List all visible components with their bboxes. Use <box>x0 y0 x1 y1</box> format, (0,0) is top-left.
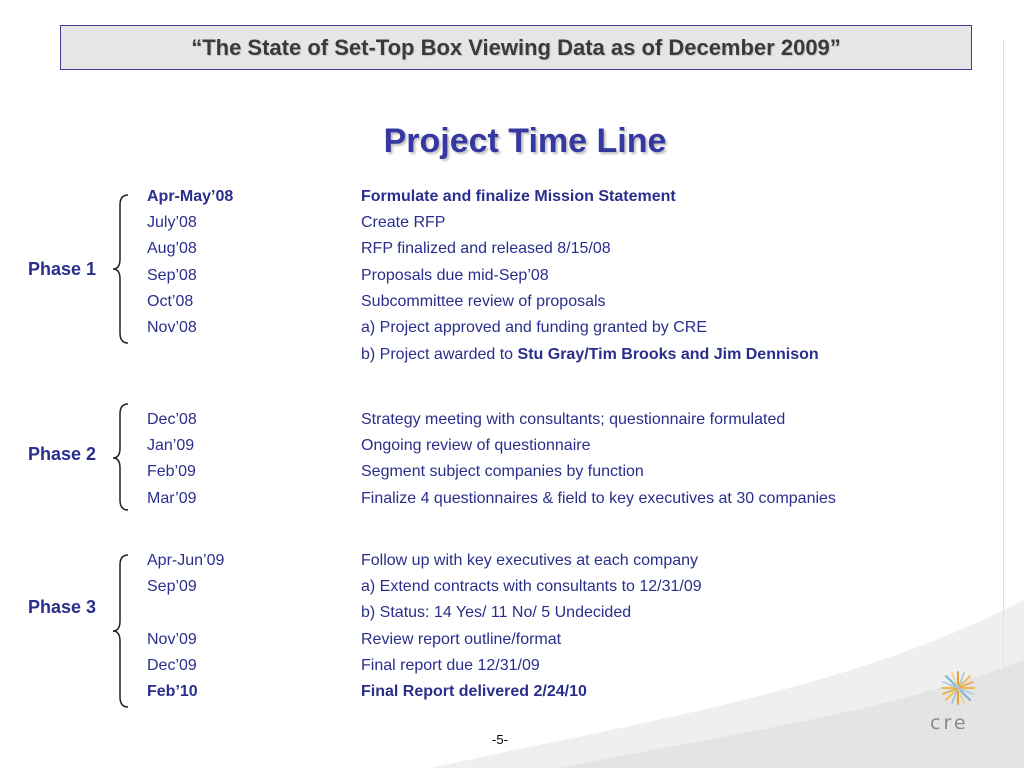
row-date: Aug’08 <box>147 240 197 257</box>
row-description: Create RFP <box>361 214 446 231</box>
timeline-row <box>147 184 967 210</box>
row-date: Dec’09 <box>147 657 197 674</box>
timeline-row <box>147 459 967 485</box>
phase-3-brace <box>110 553 134 709</box>
row-description: Final report due 12/31/09 <box>361 657 540 674</box>
timeline-row <box>147 679 967 705</box>
page-number: -5- <box>492 732 508 747</box>
row-description: Finalize 4 questionnaires & field to key executives at 30 companies <box>361 490 836 507</box>
header-title: “The State of Set-Top Box Viewing Data as of December 2009” <box>191 34 841 60</box>
timeline-row <box>147 548 967 574</box>
timeline-row <box>147 289 967 315</box>
timeline-row <box>147 315 967 341</box>
timeline-row <box>147 486 967 512</box>
row-description: Follow up with key executives at each company <box>361 552 699 569</box>
timeline-row <box>147 263 967 289</box>
phase-3-label: Phase 3 <box>28 597 97 617</box>
row-date: Dec’08 <box>147 411 197 428</box>
phase-2-brace <box>110 402 134 512</box>
row-description: Final Report delivered 2/24/10 <box>361 683 587 700</box>
row-description: Review report outline/format <box>361 631 562 648</box>
row-description: Segment subject companies by function <box>361 463 644 480</box>
row-description: Subcommittee review of proposals <box>361 293 606 310</box>
row-date: Sep’09 <box>147 578 197 595</box>
row-description: b) Status: 14 Yes/ 11 No/ 5 Undecided <box>361 604 632 621</box>
row-description: a) Project approved and funding granted by CRE <box>361 319 707 336</box>
row-description <box>361 342 819 368</box>
phase-1-brace <box>110 193 134 345</box>
timeline-row <box>147 574 967 600</box>
row-date: Sep’08 <box>147 267 197 284</box>
row-date: Apr-May’08 <box>147 188 234 205</box>
row-date: Oct’08 <box>147 293 194 310</box>
row-description-text: b) Project awarded to <box>361 346 518 363</box>
timeline-row <box>147 433 967 459</box>
page-title: Project Time Line <box>383 122 667 160</box>
timeline-row <box>147 600 967 626</box>
row-description: RFP finalized and released 8/15/08 <box>361 240 611 257</box>
phase-2-label: Phase 2 <box>28 444 97 464</box>
header-banner <box>60 25 972 70</box>
timeline-row <box>147 653 967 679</box>
row-date: Mar’09 <box>147 490 197 507</box>
row-date: Nov’08 <box>147 319 197 336</box>
timeline-row <box>147 627 967 653</box>
row-description: Proposals due mid-Sep’08 <box>361 267 549 284</box>
row-date: Feb’09 <box>147 463 196 480</box>
timeline-row <box>147 236 967 262</box>
row-date: Feb’10 <box>147 683 198 700</box>
cre-starburst-icon <box>918 662 998 718</box>
row-description: Formulate and finalize Mission Statement <box>361 188 676 205</box>
consultants-names: Stu Gray/Tim Brooks and Jim Dennison <box>517 346 819 363</box>
logo-text: cre <box>930 712 969 734</box>
phase-1-label: Phase 1 <box>28 259 97 279</box>
timeline-row <box>147 210 967 236</box>
timeline-row <box>147 342 967 368</box>
row-date: Nov’09 <box>147 631 197 648</box>
row-description: a) Extend contracts with consultants to 12/31/09 <box>361 578 702 595</box>
row-date: Jan’09 <box>147 437 195 454</box>
timeline-row <box>147 407 967 433</box>
row-date: Apr-Jun’09 <box>147 552 225 569</box>
row-description: Strategy meeting with consultants; questionnaire formulated <box>361 411 786 428</box>
row-date: July’08 <box>147 214 197 231</box>
row-description: Ongoing review of questionnaire <box>361 437 591 454</box>
